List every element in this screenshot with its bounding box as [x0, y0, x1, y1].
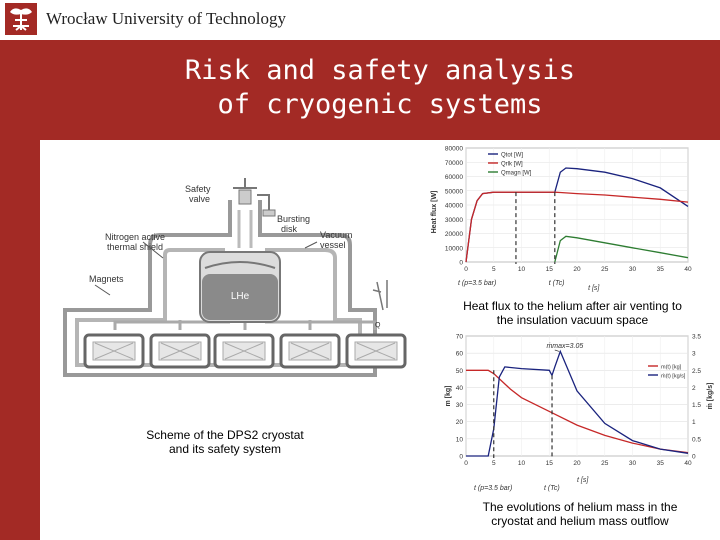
legend-label: Qmagn [W]: [501, 170, 532, 177]
y-right-tick-label: 3.5: [692, 333, 702, 341]
y-right-tick-label: 0.5: [692, 436, 702, 444]
cryostat-diagram: [55, 170, 425, 385]
x-tick-label: 15: [545, 266, 553, 273]
heat-flux-caption: Heat flux to the helium after air venting to the insulation vacuum space: [463, 299, 682, 327]
y-tick-label: 60: [455, 350, 463, 358]
x-tick-label: 15: [545, 460, 553, 467]
y-right-axis-label: ṁ [kg/s]: [707, 382, 714, 410]
bursting-disk-label-2: disk: [281, 224, 298, 234]
y-right-tick-label: 1: [692, 419, 696, 427]
air-heat-label: Q: [375, 322, 381, 329]
nitrogen-shield-label-1: Nitrogen active: [105, 232, 166, 242]
x-tick-label: 10: [517, 266, 526, 273]
y-tick-label: 0: [459, 453, 463, 461]
legend-label: Qtot [W]: [501, 152, 524, 159]
annotation-pressure: t (p=3.5 bar): [474, 485, 513, 492]
university-logo-icon: [4, 2, 38, 36]
annotation-mdot-max: ṁmax=3.05: [546, 343, 584, 350]
legend-label: m(t) [kg]: [661, 364, 682, 371]
x-tick-label: 40: [684, 460, 692, 467]
y-right-tick-label: 1.5: [692, 402, 702, 410]
y-axis-label: m [kg]: [445, 385, 452, 407]
y-tick-label: 60000: [444, 174, 463, 181]
air-inlet-icon: [373, 280, 387, 310]
lhe-vessel: [200, 252, 280, 322]
y-right-tick-label: 2.5: [692, 367, 702, 375]
heat-flux-chart: [426, 142, 716, 294]
diagram-caption: Scheme of the DPS2 cryostat and its safety system: [146, 428, 304, 456]
y-axis-label: Heat flux [W]: [431, 190, 438, 234]
helium-mass-caption: The evolutions of helium mass in the cryostat and helium mass outflow: [482, 500, 678, 528]
annotation-tc: t (Tc): [544, 485, 560, 492]
y-tick-label: 70: [455, 333, 463, 341]
x-tick-label: 20: [573, 460, 581, 467]
magnet-5: [347, 335, 405, 367]
legend-label: Qrlk [W]: [501, 161, 523, 168]
magnets-label: Magnets: [89, 274, 124, 284]
y-tick-label: 20000: [444, 231, 463, 238]
x-tick-label: 25: [601, 460, 609, 467]
y-tick-label: 40000: [444, 202, 463, 210]
x-tick-label: 30: [628, 266, 637, 273]
slide-header: [0, 0, 720, 40]
y-tick-label: 40: [455, 384, 463, 392]
x-tick-label: 35: [656, 460, 664, 467]
annotation-pressure: t (p=3.5 bar): [458, 280, 497, 287]
x-tick-label: 5: [491, 460, 496, 467]
lhe-label: LHe: [230, 291, 250, 302]
x-tick-label: 20: [573, 266, 581, 273]
slide-title-line1: Risk and safety analysis: [184, 55, 576, 86]
magnet-row: [85, 335, 405, 367]
nitrogen-shield-label-2: thermal shield: [107, 242, 164, 252]
x-tick-label: 35: [656, 266, 664, 273]
x-tick-label: 0: [464, 460, 468, 467]
university-name: Wrocław University of Technology: [46, 9, 287, 28]
vacuum-vessel-label-1: Vacuum: [320, 230, 353, 240]
safety-valve-label-1: Safety: [185, 184, 211, 194]
safety-valve-label-2: valve: [189, 194, 211, 204]
x-tick-label: 40: [684, 266, 692, 273]
magnet-4: [281, 335, 339, 367]
x-tick-label: 25: [601, 266, 609, 273]
slide-title: [40, 54, 720, 122]
y-tick-label: 10: [455, 436, 463, 444]
y-tick-label: 70000: [444, 159, 463, 167]
x-tick-label: 30: [628, 460, 637, 467]
y-tick-label: 80000: [444, 145, 463, 153]
helium-mass-chart: [426, 330, 716, 495]
y-tick-label: 30: [455, 402, 463, 410]
y-tick-label: 20: [455, 419, 463, 427]
slide-title-line2: of cryogenic systems: [217, 89, 543, 120]
y-tick-label: 50000: [444, 188, 463, 196]
y-right-tick-label: 3: [692, 350, 696, 358]
y-tick-label: 10000: [444, 245, 463, 253]
magnet-1: [85, 335, 143, 367]
bursting-disk-label-1: Bursting: [277, 214, 311, 224]
y-tick-label: 30000: [444, 216, 463, 224]
legend-label: ṁ(t) [kg/s]: [661, 373, 686, 380]
x-axis-label: t [s]: [577, 477, 589, 484]
y-tick-label: 50: [455, 367, 463, 375]
magnet-3: [215, 335, 273, 367]
x-axis-label: t [s]: [588, 285, 600, 292]
x-tick-label: 5: [491, 266, 496, 273]
vacuum-vessel-label-2: vessel: [320, 240, 346, 250]
y-tick-label: 0: [459, 259, 463, 267]
y-right-tick-label: 2: [692, 384, 696, 392]
x-tick-label: 10: [517, 460, 526, 467]
left-accent-bar: [0, 40, 40, 540]
magnet-2: [151, 335, 209, 367]
x-tick-label: 0: [464, 266, 468, 273]
annotation-tc: t (Tc): [548, 280, 565, 287]
y-right-tick-label: 0: [692, 453, 696, 461]
